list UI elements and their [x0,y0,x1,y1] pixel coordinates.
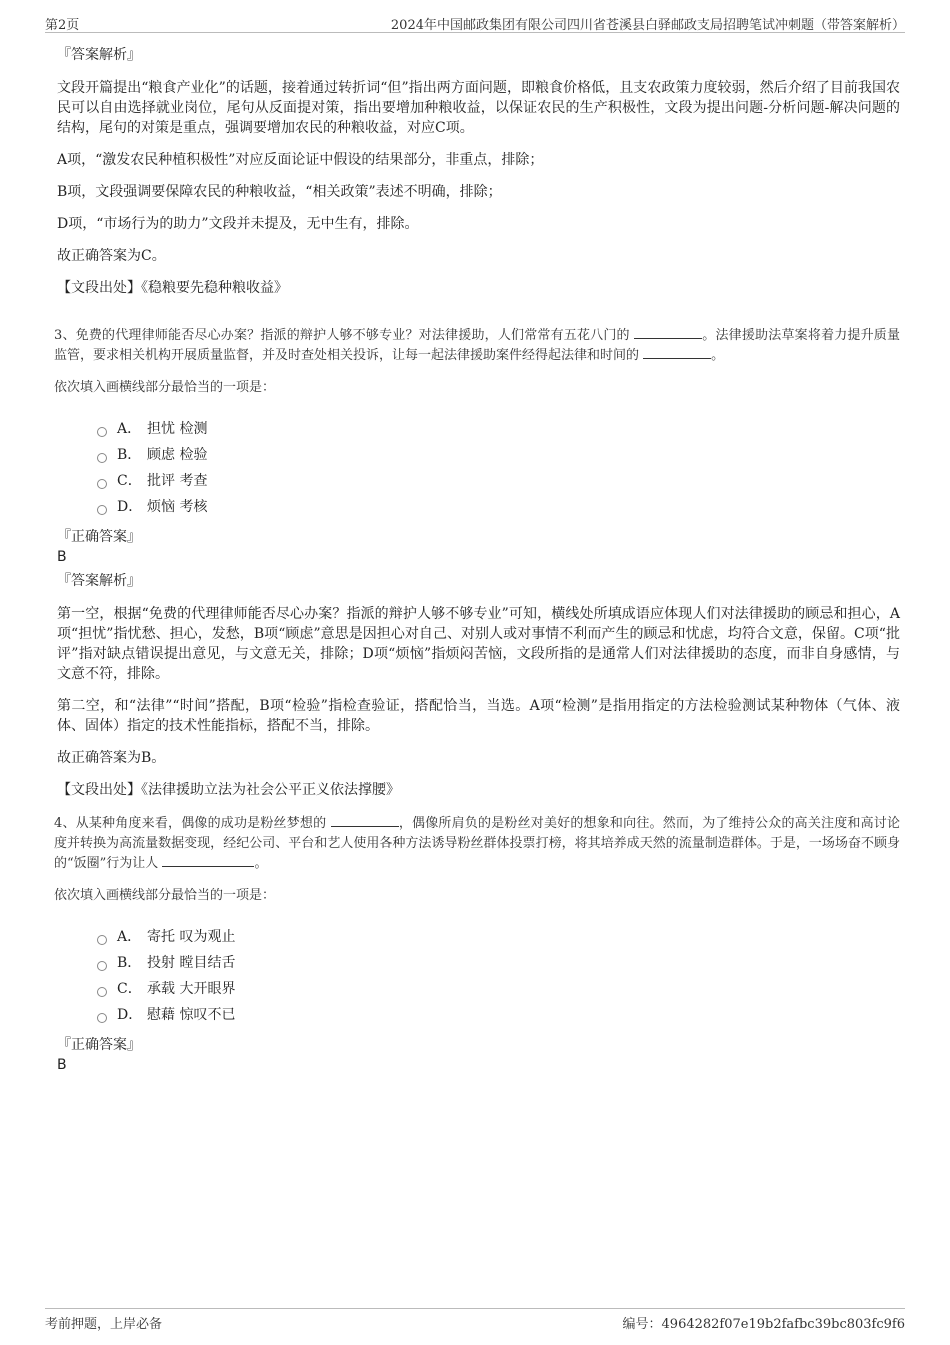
option-a[interactable]: A． 担忧 检测 [97,416,900,442]
blank-line [634,326,702,339]
option-d[interactable]: D． 烦恼 考核 [97,494,900,520]
source-citation: 【文段出处】《法律援助立法为社会公平正义依法撑腰》 [57,782,400,798]
analysis-paragraph: D项，“市场行为的助力”文段并未提及，无中生有，排除。 [57,216,419,232]
page-footer [45,1308,905,1331]
correct-answer: B [57,1057,67,1073]
analysis-paragraph: B项，文段强调要保障农民的种粮收益，“相关政策”表述不明确，排除； [57,184,502,200]
correct-answer-label: 『正确答案』 [57,529,141,545]
analysis-paragraph: 文段开篇提出“粮食产业化”的话题，接着通过转折词“但”指出两方面问题，即粮食价格低，且支农政策力度较弱，然后介绍了目前我国农民可以自由选择就业岗位，尾句从反面提对策，指出要增加种粮收益，以保证农民的生产积极性，文段为提出问题-分析问题-解决问题的结构，尾句的对策是重点，强调要增加农民的种粮收益，对应C项。 [57,80,900,136]
blank-line [331,814,399,827]
blank-line [643,346,711,359]
page-content [54,44,900,1078]
question-stem: 4、从某种角度来看，偶像的成功是粉丝梦想的 ，偶像所肩负的是粉丝对美好的想象和向往。然而，为了维持公众的高关注度和高讨论度并转换为高流量数据变现，经纪公司、平台和艺人使用各种方法诱导粉丝群体投票打榜，将其培养成天然的流量制造群体。于是，一场场奋不顾身的“饭圈”行为让人 。 [54,816,900,871]
options-list [97,924,900,1028]
radio-icon[interactable] [97,987,107,997]
options-list [97,416,900,520]
radio-icon[interactable] [97,427,107,437]
radio-icon[interactable] [97,935,107,945]
analysis-label: 『答案解析』 [57,47,141,63]
question-stem: 3、免费的代理律师能否尽心办案？指派的辩护人够不够专业？对法律援助，人们常常有五花八门的 。法律援助法草案将着力提升质量监管，要求相关机构开展质量监督，并及时查处相关投诉，让每一起法律援助案件经得起法律和时间的 。 [54,328,900,363]
analysis-paragraph: 第一空，根据“免费的代理律师能否尽心办案？指派的辩护人够不够专业”可知，横线处所填成语应体现人们对法律援助的顾忌和担心，A项“担忧”指忧愁、担心，发愁，B项“顾虑”意思是因担心对自己、对别人或对事情不利而产生的顾忌和忧虑，均符合文意，保留。C项“批评”指对缺点错误提出意见，与文意无关，排除；D项“烦恼”指烦闷苦恼，文段所指的是通常人们对法律援助的态度，而非自身感情，与文意不符，排除。 [57,606,900,682]
radio-icon[interactable] [97,479,107,489]
page-header [45,12,905,33]
correct-answer: B [57,549,67,565]
option-b[interactable]: B． 投射 瞠目结舌 [97,950,900,976]
analysis-paragraph: 第二空，和“法律”“时间”搭配，B项“检验”指检查验证，搭配恰当，当选。A项“检测”是指用指定的方法检验测试某种物体（气体、液体、固体）指定的技术性能指标，搭配不当，排除。 [57,698,900,734]
document-code: 编号：4964282f07e19b2fafbc39bc803fc9f6 [622,1317,905,1332]
conclusion: 故正确答案为B。 [57,750,166,766]
radio-icon[interactable] [97,961,107,971]
analysis-paragraph: A项，“激发农民种植积极性”对应反面论证中假设的结果部分，非重点，排除； [57,152,544,168]
radio-icon[interactable] [97,453,107,463]
analysis-label: 『答案解析』 [57,573,141,589]
page-number: 第2页 [45,18,80,33]
blank-line [162,854,254,867]
question-instruction: 依次填入画横线部分最恰当的一项是： [54,380,276,395]
document-title: 2024年中国邮政集团有限公司四川省苍溪县白驿邮政支局招聘笔试冲刺题（带答案解析） [390,18,905,33]
question-instruction: 依次填入画横线部分最恰当的一项是： [54,888,276,903]
source-citation: 【文段出处】《稳粮要先稳种粮收益》 [57,280,288,296]
radio-icon[interactable] [97,1013,107,1023]
option-a[interactable]: A． 寄托 叹为观止 [97,924,900,950]
conclusion: 故正确答案为C。 [57,248,166,264]
radio-icon[interactable] [97,505,107,515]
correct-answer-label: 『正确答案』 [57,1037,141,1053]
option-c[interactable]: C． 承载 大开眼界 [97,976,900,1002]
option-b[interactable]: B． 顾虑 检验 [97,442,900,468]
footer-slogan: 考前押题，上岸必备 [45,1317,163,1332]
option-c[interactable]: C． 批评 考查 [97,468,900,494]
option-d[interactable]: D． 慰藉 惊叹不已 [97,1002,900,1028]
